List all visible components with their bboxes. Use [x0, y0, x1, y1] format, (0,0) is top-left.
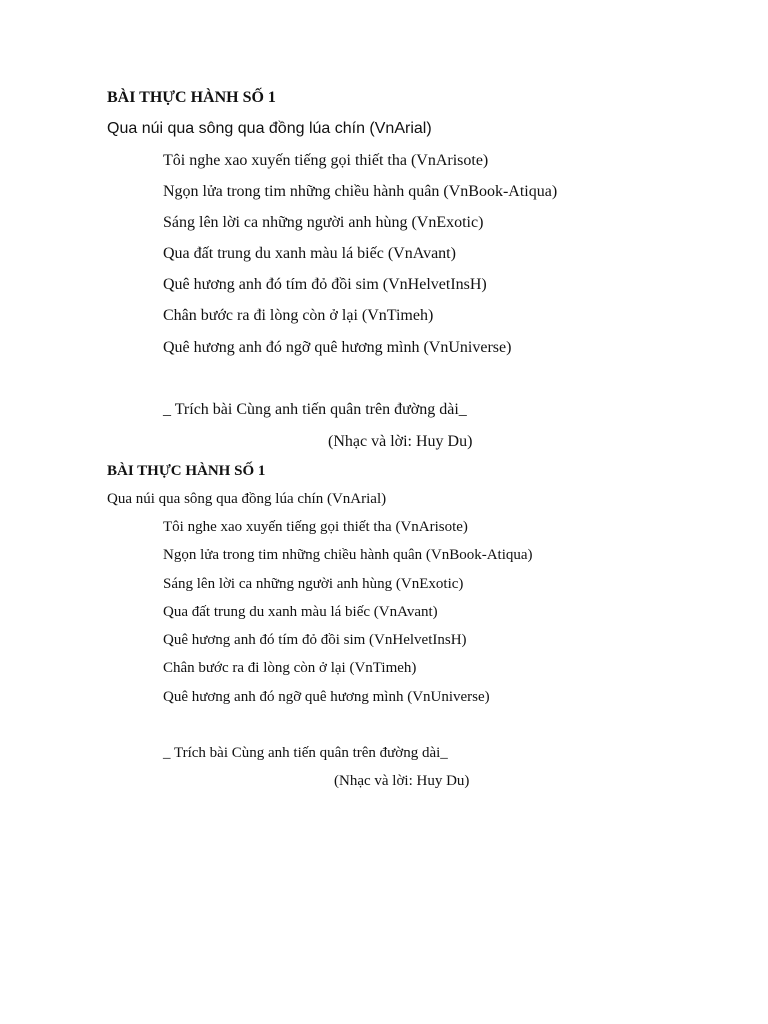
block1-verse-2: Ngọn lửa trong tim những chiều hành quân (VnBook-Atiqua) [163, 183, 558, 200]
block1-verse-3: Sáng lên lời ca những người anh hùng (VnExotic) [163, 214, 484, 231]
block2-title: BÀI THỰC HÀNH SỐ 1 [107, 463, 266, 479]
block1-verse-7: Quê hương anh đó ngỡ quê hương mình (VnUniverse) [163, 339, 512, 356]
block2-verse-4: Qua đất trung du xanh màu lá biếc (VnAvant) [163, 604, 438, 620]
block2-first-line: Qua núi qua sông qua đồng lúa chín (VnArial) [107, 491, 387, 507]
block2-verse-2: Ngọn lửa trong tim những chiều hành quân (VnBook-Atiqua) [163, 547, 533, 563]
block1-verse-5: Quê hương anh đó tím đỏ đồi sim (VnHelvetInsH) [163, 276, 487, 293]
block1-verse-4: Qua đất trung du xanh màu lá biếc (VnAvant) [163, 245, 456, 262]
block2-verse-3: Sáng lên lời ca những người anh hùng (VnExotic) [163, 576, 464, 592]
block2-excerpt: _ Trích bài Cùng anh tiến quân trên đường dài_ [163, 745, 448, 761]
block1-verse-6: Chân bước ra đi lòng còn ở lại (VnTimeh) [163, 307, 434, 324]
block2-verse-1: Tôi nghe xao xuyến tiếng gọi thiết tha (VnArisote) [163, 519, 468, 535]
block1-first-line: Qua núi qua sông qua đồng lúa chín (VnArial) [107, 120, 432, 137]
block1-title: BÀI THỰC HÀNH SỐ 1 [107, 89, 276, 106]
block2-credit: (Nhạc và lời: Huy Du) [334, 773, 470, 789]
block2-verse-7: Quê hương anh đó ngỡ quê hương mình (VnUniverse) [163, 689, 490, 705]
block2-verse-6: Chân bước ra đi lòng còn ở lại (VnTimeh) [163, 660, 417, 676]
block2-verse-5: Quê hương anh đó tím đỏ đồi sim (VnHelvetInsH) [163, 632, 467, 648]
block1-excerpt: _ Trích bài Cùng anh tiến quân trên đường dài_ [163, 401, 467, 418]
block1-verse-1: Tôi nghe xao xuyến tiếng gọi thiết tha (VnArisote) [163, 152, 489, 169]
block1-credit: (Nhạc và lời: Huy Du) [328, 433, 473, 450]
